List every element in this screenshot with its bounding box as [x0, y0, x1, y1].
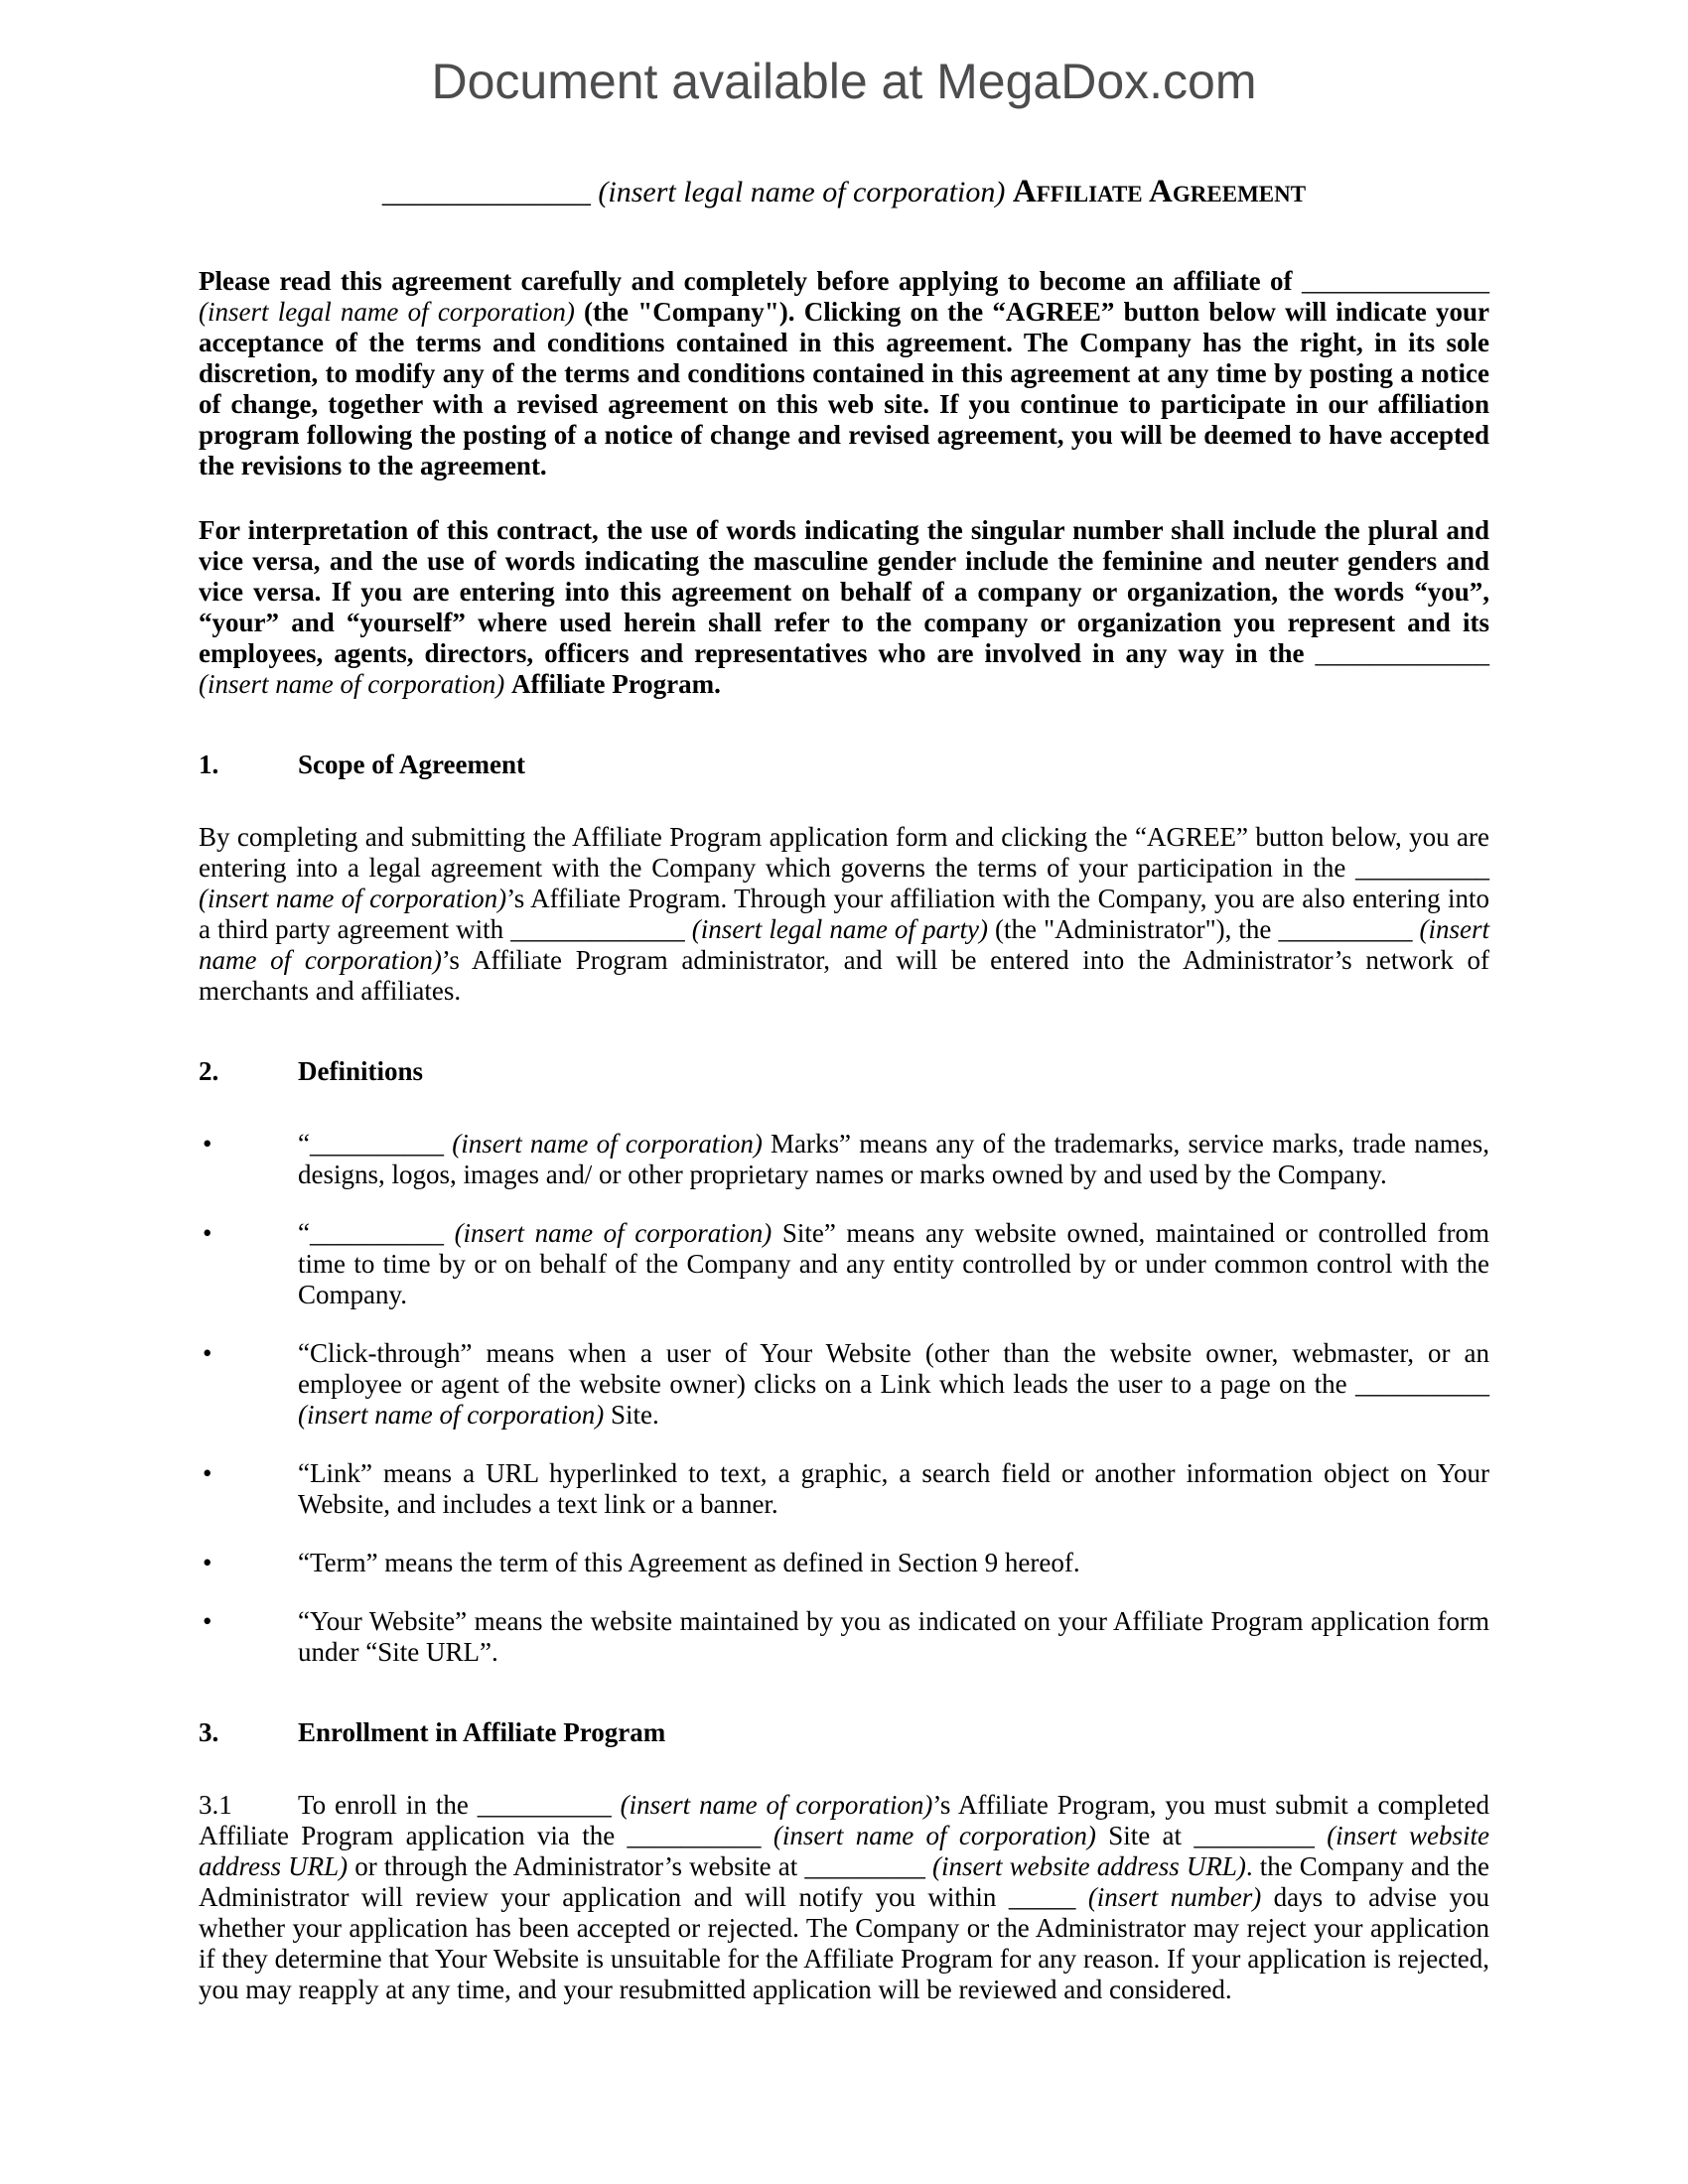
section-2-heading	[199, 1056, 1489, 1087]
text-run: (insert number)	[1087, 1881, 1262, 1912]
bullet-icon: •	[203, 1217, 212, 1248]
blank-line: ______________	[1302, 265, 1489, 296]
text-run: “Link” means a URL hyperlinked to text, a graphic, a search field or another information object on Your Website, and includes a text link or a banner.	[298, 1457, 1489, 1519]
text-run	[1005, 176, 1013, 208]
text-run: Affiliate Program.	[510, 668, 721, 699]
text-run: Site.	[604, 1399, 659, 1430]
text-run: By completing and submitting the Affiliate Program application form and clicking the “AGREE” button below, you are entering into a legal agreement with the Company which governs the terms of your participation in the	[199, 821, 1489, 883]
section-3-heading	[199, 1717, 1489, 1748]
paragraph-number: 3.1	[199, 1789, 232, 1820]
interpretation-paragraph	[199, 515, 1489, 700]
text-run: (insert name of corporation)	[452, 1128, 763, 1159]
text-run	[575, 297, 584, 327]
document-blocks	[199, 266, 1489, 2005]
text-run	[925, 1851, 932, 1881]
bullet-icon: •	[203, 1457, 212, 1488]
text-run	[762, 1821, 774, 1850]
text-run: Site at	[1095, 1820, 1195, 1850]
definition-marks	[199, 1129, 1489, 1190]
blank-line: __________	[477, 1789, 612, 1820]
text-run: (the "Administrator"), the	[987, 913, 1279, 944]
section-title: Scope of Agreement	[298, 749, 525, 779]
definition-link	[199, 1458, 1489, 1520]
text-run	[612, 1790, 621, 1820]
scope-paragraph	[199, 822, 1489, 1007]
blank-line: ______________	[381, 176, 591, 208]
section-title: Enrollment in Affiliate Program	[298, 1716, 666, 1747]
section-title: Definitions	[298, 1055, 424, 1086]
blank-line: _________	[804, 1850, 925, 1881]
text-run: (insert name of corporation)	[298, 1399, 605, 1430]
section-number: 3.	[199, 1716, 219, 1747]
text-run	[1412, 914, 1419, 944]
agreement-title	[199, 173, 1489, 212]
section-number: 2.	[199, 1055, 219, 1086]
text-run: Site” means any website owned, maintained or controlled from time to time by or on behalf of the Company and any entity controlled by or under common control with the Company.	[298, 1217, 1489, 1309]
text-run: . the Company and the Administrator will review your application and will notify you within	[199, 1850, 1490, 1912]
enrollment-paragraph-3-1	[199, 1790, 1489, 2005]
definition-click-through	[199, 1338, 1489, 1431]
text-run	[685, 914, 692, 944]
section-1-heading	[199, 750, 1489, 780]
text-run: (insert name of corporation)	[454, 1217, 773, 1248]
text-run	[504, 669, 511, 699]
text-run: Please read this agreement carefully and completely before applying to become an affiliate of	[199, 265, 1302, 296]
text-run	[1315, 1821, 1327, 1850]
text-run: ’s Affiliate Program administrator, and will be entered into the Administrator’s network of merchants and affiliates.	[199, 944, 1489, 1006]
document-body	[0, 173, 1688, 2005]
text-run	[444, 1218, 455, 1248]
blank-line: _____________	[510, 913, 685, 944]
text-run: (the "Company"). Clicking on the “AGREE” button below will indicate your acceptance of the terms and conditions contained in this agreement. The Company has the right, in its sole discretion, to modify any of the terms and conditions contained in this agreement at any time by posting a notice of change, together with a revised agreement on this web site. If you continue to participate in our affiliation program following the posting of a notice of change and revised agreement, you will be deemed to have accepted the revisions to the agreement.	[199, 296, 1489, 480]
blank-line: __________	[1355, 1368, 1489, 1399]
text-run: ’s Affiliate Program, you must submit a completed Affiliate Program application via the	[199, 1789, 1490, 1850]
text-run: “	[298, 1217, 310, 1248]
section-number: 1.	[199, 749, 219, 779]
text-run: To enroll in the	[298, 1789, 478, 1820]
bullet-icon: •	[203, 1547, 212, 1577]
text-run: (insert website address URL)	[932, 1850, 1246, 1881]
bullet-icon: •	[203, 1605, 212, 1636]
text-run: “Term” means the term of this Agreement as defined in Section 9 hereof.	[298, 1547, 1080, 1577]
blank-line: __________	[1278, 913, 1413, 944]
text-run: (insert name of corporation)	[199, 668, 505, 699]
definition-your-website	[199, 1606, 1489, 1668]
blank-line: __________	[309, 1128, 444, 1159]
blank-line: __________	[309, 1217, 444, 1248]
watermark-title: Document available at MegaDox.com	[431, 54, 1257, 109]
text-run: “Your Website” means the website maintained by you as indicated on your Affiliate Program application form under “Site URL”.	[298, 1605, 1489, 1667]
bullet-icon: •	[203, 1337, 212, 1368]
definition-term	[199, 1548, 1489, 1578]
text-run: or through the Administrator’s website at	[348, 1850, 805, 1881]
text-run: days to advise you whether your application has been accepted or rejected. The Company or the Administrator may reject your application if they determine that Your Website is unsuitable for the Affiliate Program for any reason. If your application is rejected, you may reapply at any time, and your resubmitted application will be reviewed and considered.	[199, 1881, 1489, 2004]
blank-line: __________	[1355, 852, 1489, 883]
text-run: (insert name of corporation)	[199, 913, 1490, 975]
text-run	[444, 1129, 452, 1159]
blank-line: _____________	[1315, 637, 1489, 668]
text-run: Affiliate Agreement	[1012, 174, 1307, 209]
blank-line: __________	[627, 1820, 762, 1850]
text-run: ’s Affiliate Program. Through your affiliation with the Company, you are also entering into a third party agreement with	[199, 883, 1489, 944]
definition-site	[199, 1218, 1489, 1310]
text-run: (insert legal name of party)	[691, 913, 988, 944]
text-run: “Click-through” means when a user of Your Website (other than the website owner, webmaster, or an employee or agent of the website owner) clicks on a Link which leads the user to a page on the	[298, 1337, 1489, 1399]
text-run: (insert website address URL)	[199, 1820, 1489, 1881]
text-run: “	[298, 1128, 310, 1159]
text-run: (insert name of corporation)	[199, 883, 507, 913]
blank-line: _________	[1194, 1820, 1315, 1850]
text-run: For interpretation of this contract, the use of words indicating the singular number shall include the plural and vice versa, and the use of words indicating the masculine gender include the feminine and neuter genders and vice versa. If you are entering into this agreement on behalf of a company or organization, the words “you”, “your” and “yourself” where used herein shall refer to the company or organization you represent and its employees, agents, directors, officers and representatives who are involved in any way in the	[199, 514, 1489, 668]
text-run: (insert name of corporation)	[620, 1789, 933, 1820]
text-run	[1075, 1882, 1087, 1912]
text-run: (insert name of corporation)	[773, 1820, 1096, 1850]
intro-paragraph	[199, 266, 1489, 481]
text-run: Marks” means any of the trademarks, service marks, trade names, designs, logos, images and/ or other proprietary names or marks owned by and used by the Company.	[298, 1128, 1489, 1189]
text-run: (insert legal name of corporation)	[598, 176, 1006, 208]
text-run: (insert legal name of corporation)	[199, 296, 575, 327]
blank-line: _____	[1008, 1881, 1076, 1912]
bullet-icon: •	[203, 1128, 212, 1159]
